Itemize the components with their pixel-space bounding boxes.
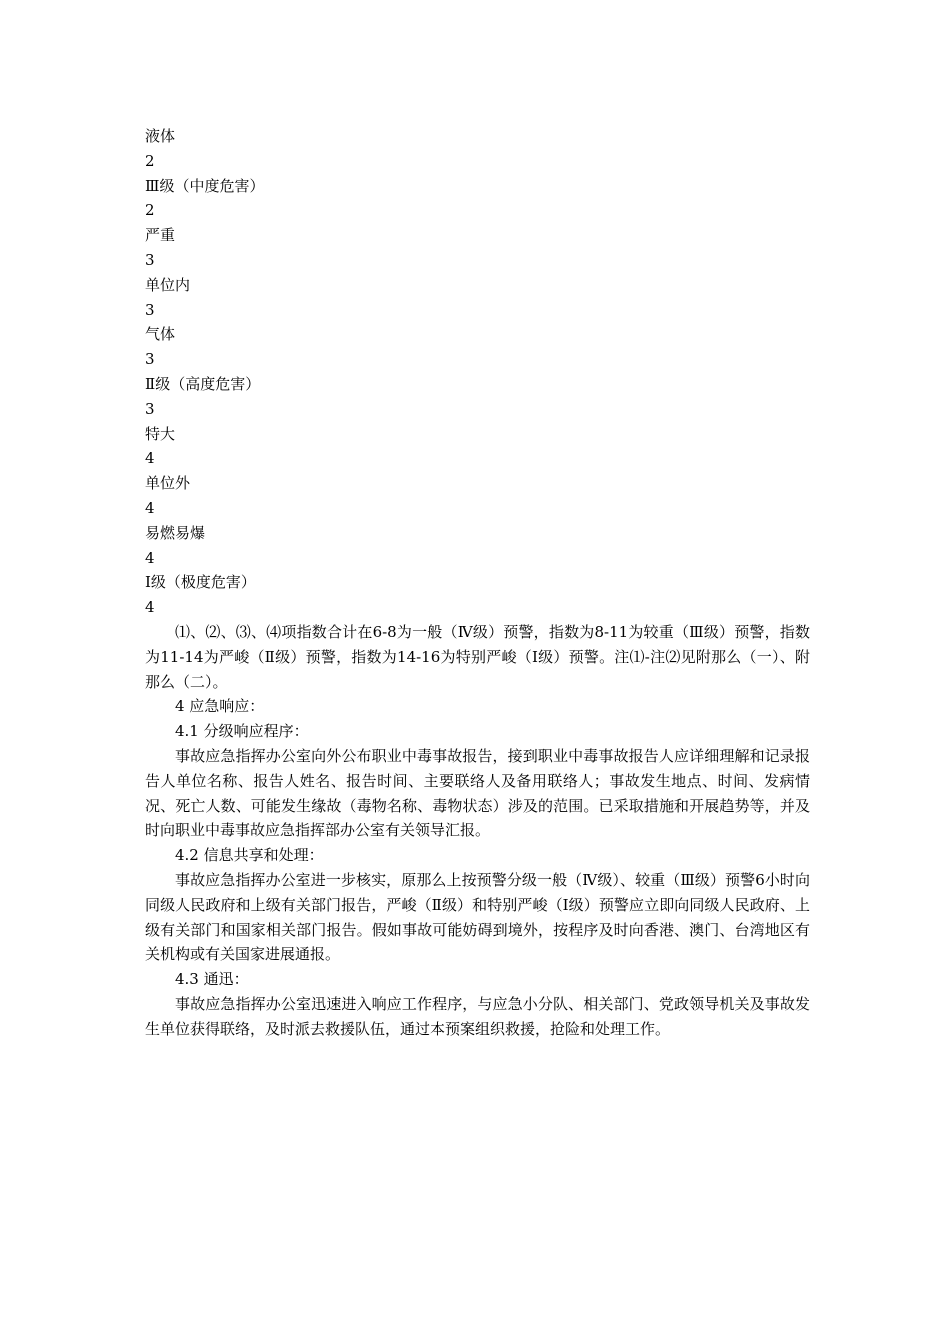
table-cell: 3 bbox=[145, 250, 155, 269]
table-cell: 单位外 bbox=[145, 474, 191, 493]
table-cell: Ⅰ级（极度危害） bbox=[145, 573, 256, 592]
section-4-1-heading: 4.1 分级响应程序： bbox=[175, 722, 309, 741]
table-cell: 3 bbox=[145, 399, 155, 418]
table-fragment bbox=[145, 124, 810, 620]
table-cell: 单位内 bbox=[145, 275, 191, 294]
section-4-3-body: 事故应急指挥办公室迅速进入响应工作程序，与应急小分队、相关部门、党政领导机关及事故发生单位获得联络，及时派去救援队伍，通过本预案组织救援，抢险和处理工作。 bbox=[145, 994, 810, 1038]
section-4-3-heading: 4.3 通迅： bbox=[175, 970, 249, 989]
table-cell: Ⅲ级（中度危害） bbox=[145, 176, 265, 195]
section-4-2-heading: 4.2 信息共享和处理： bbox=[175, 846, 324, 865]
table-cell: 严重 bbox=[145, 226, 176, 245]
table-cell: 2 bbox=[145, 201, 155, 220]
document-page bbox=[145, 124, 810, 1041]
table-cell: 易燃易爆 bbox=[145, 523, 206, 542]
table-cell: 4 bbox=[145, 548, 155, 567]
table-cell: 4 bbox=[145, 598, 155, 617]
section-4-2-body: 事故应急指挥办公室进一步核实，原那么上按预警分级一般（Ⅳ级）、较重（Ⅲ级）预警6小时向同级人民政府和上级有关部门报告，严峻（Ⅱ级）和特别严峻（Ⅰ级）预警应立即向同级人民政府、上级有关部门和国家相关部门报告。假如事故可能妨碍到境外，按程序及时向香港、澳门、台湾地区有关机构或有关国家进展通报。 bbox=[145, 870, 810, 964]
table-cell: 3 bbox=[145, 350, 155, 369]
warning-index-note: ⑴、⑵、⑶、⑷项指数合计在6-8为一般（Ⅳ级）预警，指数为8-11为较重（Ⅲ级）预警，指数为11-14为严峻（Ⅱ级）预警，指数为14-16为特别严峻（Ⅰ级）预警。注⑴-注⑵见附那么（一）、附那么（二）。 bbox=[145, 622, 810, 691]
table-cell: 4 bbox=[145, 449, 155, 468]
table-cell: 3 bbox=[145, 300, 155, 319]
table-cell: 液体 bbox=[145, 127, 176, 145]
table-cell: 气体 bbox=[145, 325, 176, 344]
table-cell: 2 bbox=[145, 151, 155, 170]
table-cell: 4 bbox=[145, 498, 155, 517]
section-4-1-body: 事故应急指挥办公室向外公布职业中毒事故报告，接到职业中毒事故报告人应详细理解和记录报告人单位名称、报告人姓名、报告时间、主要联络人及备用联络人；事故发生地点、时间、发病情况、死亡人数、可能发生缘故（毒物名称、毒物状态）涉及的范围。已采取措施和开展趋势等，并及时向职业中毒事故应急指挥部办公室有关领导汇报。 bbox=[145, 746, 810, 840]
table-cell: 特大 bbox=[145, 424, 176, 443]
table-cell: Ⅱ级（高度危害） bbox=[145, 374, 261, 393]
section-4-heading: 4 应急响应： bbox=[175, 697, 265, 716]
